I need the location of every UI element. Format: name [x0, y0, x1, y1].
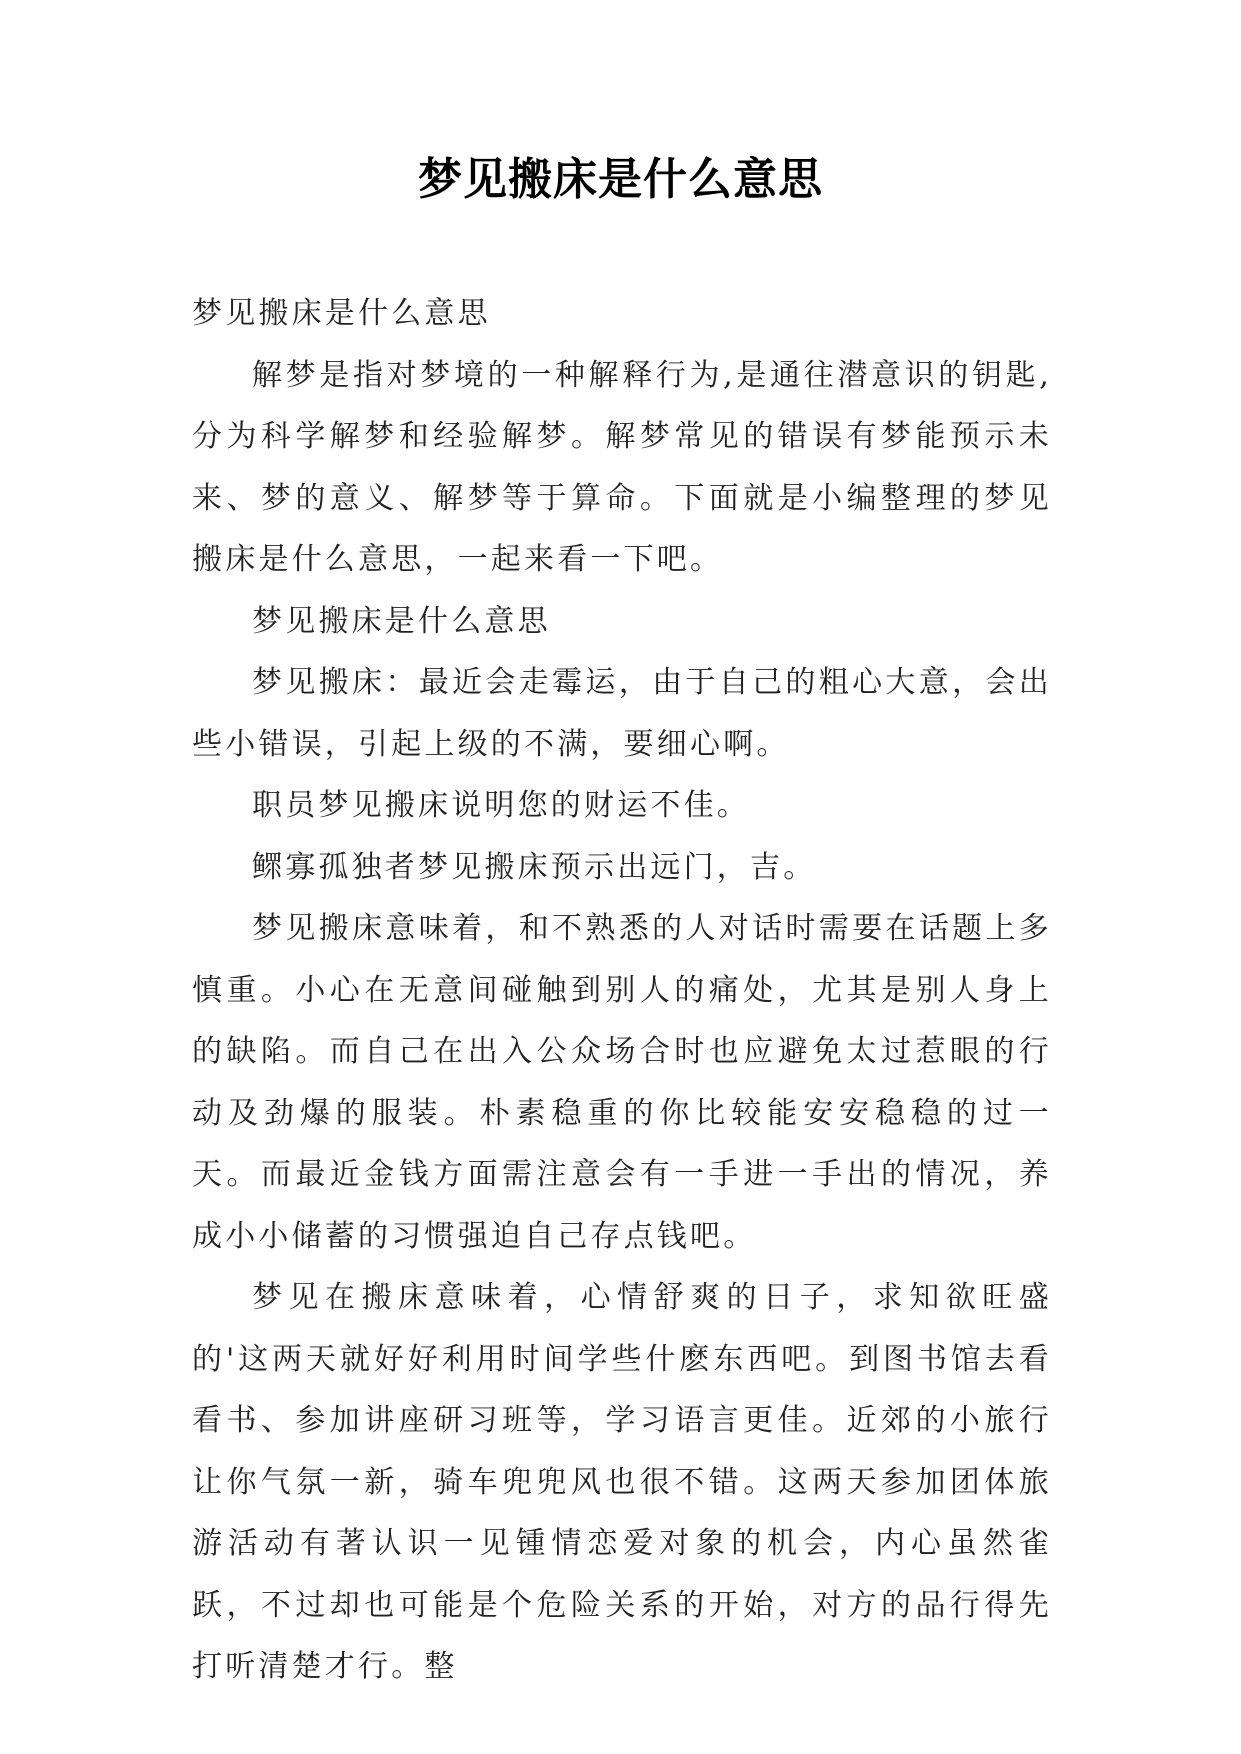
paragraph-mood: 梦见在搬床意味着，心情舒爽的日子，求知欲旺盛的'这两天就好好利用时间学些什麽东西吧。到图书馆去看看书、参加讲座研习班等，学习语言更佳。近郊的小旅行让你气氛一新，骑车兜兜风也很不错。这两天参加团体旅游活动有著认识一见锺情恋爱对象的机会，内心虽然雀跃，不过却也可能是个危险关系的开始，对方的品行得先打听清楚才行。整 [192, 1280, 1052, 1684]
paragraph-subtitle: 梦见搬床是什么意思 [192, 296, 491, 331]
paragraph-widowed: 鳏寡孤独者梦见搬床预示出远门，吉。 [252, 849, 817, 885]
paragraph-staff: 职员梦见搬床说明您的财运不佳。 [252, 788, 750, 823]
paragraph-intro: 解梦是指对梦境的一种解释行为,是通往潜意识的钥匙,分为科学解梦和经验解梦。解梦常见的错误有梦能预示未来、梦的意义、解梦等于算命。下面就是小编整理的梦见搬床是什么意思，一起来看一下吧。 [192, 357, 1052, 577]
document-title: 梦见搬床是什么意思 [418, 154, 823, 205]
document-body [192, 283, 1052, 1698]
paragraph-meaning: 梦见搬床：最近会走霉运，由于自己的粗心大意，会出些小错误，引起上级的不满，要细心啊。 [192, 665, 1052, 762]
paragraph-conversation: 梦见搬床意味着，和不熟悉的人对话时需要在话题上多慎重。小心在无意间碰触到别人的痛处，尤其是别人身上的缺陷。而自己在出入公众场合时也应避免太过惹眼的行动及劲爆的服装。朴素稳重的你比较能安安稳稳的过一天。而最近金钱方面需注意会有一手进一手出的情况，养成小小储蓄的习惯强迫自己存点钱吧。 [192, 911, 1052, 1254]
paragraph-heading: 梦见搬床是什么意思 [252, 603, 551, 639]
